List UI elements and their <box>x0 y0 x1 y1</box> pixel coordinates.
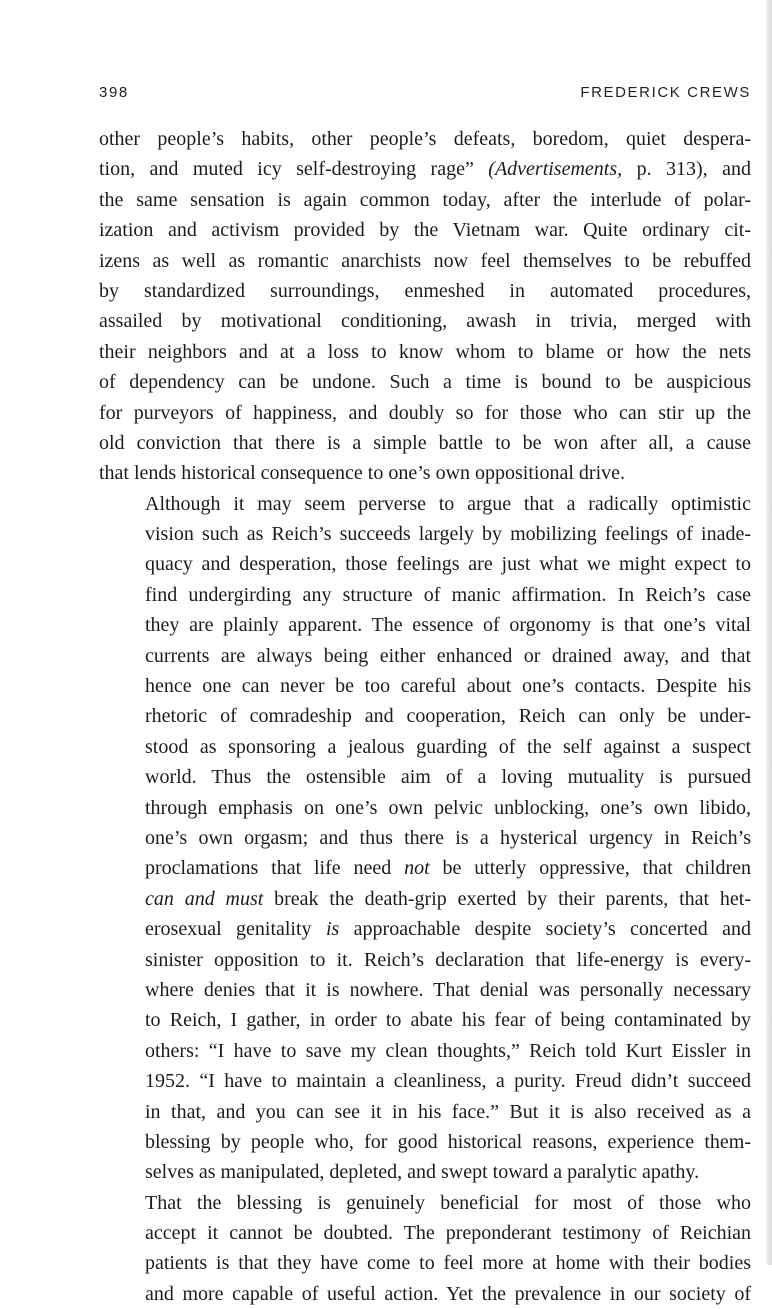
text-line: can and must break the death-grip exerted by their parents, that het- <box>145 887 751 910</box>
text-line: in that, and you can see it in his face.” But it is also received as a <box>145 1100 751 1123</box>
text-line: through emphasis on one’s own pelvic unblocking, one’s own libido, <box>145 796 751 819</box>
text-line: stood as sponsoring a jealous guarding of the self against a suspect <box>145 735 751 758</box>
paragraph-1 <box>99 124 751 489</box>
text-line: find undergirding any structure of manic affirmation. In Reich’s case <box>145 583 751 606</box>
text-line: quacy and desperation, those feelings are just what we might expect to <box>145 553 751 576</box>
body-text <box>99 124 751 1309</box>
text-line: by standardized surroundings, enmeshed in automated procedures, <box>99 279 751 302</box>
text-line: of dependency can be undone. Such a time is bound to be auspicious <box>99 371 751 394</box>
text-line: selves as manipulated, depleted, and swept toward a paralytic apathy. <box>145 1161 700 1184</box>
text-line: to Reich, I gather, in order to abate his fear of being contaminated by <box>145 1009 751 1032</box>
text-line: currents are always being either enhanced or drained away, and that <box>145 644 751 667</box>
text-line: and more capable of useful action. Yet the prevalence in our society of <box>145 1282 751 1305</box>
text-line: they are plainly apparent. The essence of orgonomy is that one’s vital <box>145 614 751 637</box>
paragraph-3 <box>99 1188 751 1309</box>
text-line: patients is that they have come to feel more at home with their bodies <box>145 1252 751 1275</box>
text-line: ization and activism provided by the Vietnam war. Quite ordinary cit- <box>99 219 751 242</box>
text-line: for purveyors of happiness, and doubly so for those who can stir up the <box>99 401 751 424</box>
text-line: the same sensation is again common today, after the interlude of polar- <box>99 188 751 211</box>
paragraph-2 <box>99 489 751 1188</box>
running-title: FREDERICK CREWS <box>580 84 751 101</box>
text-line: hence one can never be too careful about one’s contacts. Despite his <box>145 675 751 698</box>
text-line: blessing by people who, for good historical reasons, experience them- <box>145 1130 751 1153</box>
text-line: That the blessing is genuinely beneficial for most of those who <box>145 1191 751 1214</box>
text-line: accept it cannot be doubted. The preponderant testimony of Reichian <box>145 1222 751 1245</box>
text-line: other people’s habits, other people’s defeats, boredom, quiet despera- <box>99 128 751 150</box>
text-line: where denies that it is nowhere. That denial was personally necessary <box>145 978 751 1001</box>
text-line: Although it may seem perverse to argue that a radically optimistic <box>145 492 751 515</box>
text-line: one’s own orgasm; and thus there is a hysterical urgency in Reich’s <box>145 826 751 849</box>
text-line: tion, and muted icy self-destroying rage” (Advertisements, p. 313), and <box>99 158 751 181</box>
text-line: world. Thus the ostensible aim of a loving mutuality is pursued <box>145 766 751 789</box>
text-line: vision such as Reich’s succeeds largely by mobilizing feelings of inade- <box>145 523 751 546</box>
text-line: izens as well as romantic anarchists now feel themselves to be rebuffed <box>99 249 751 272</box>
text-line: their neighbors and at a loss to know whom to blame or how the nets <box>99 340 751 363</box>
text-line: that lends historical consequence to one’s own oppositional drive. <box>99 462 625 485</box>
text-line: proclamations that life need not be utterly oppressive, that children <box>145 857 751 880</box>
text-line: sinister opposition to it. Reich’s declaration that life-energy is every- <box>145 948 751 971</box>
text-line: rhetoric of comradeship and cooperation, Reich can only be under- <box>145 705 751 728</box>
text-line: erosexual genitality is approachable despite society’s concerted and <box>145 918 752 941</box>
text-line: 1952. “I have to maintain a cleanliness, a purity. Freud didn’t succeed <box>145 1070 751 1093</box>
page-edge <box>766 0 772 1265</box>
text-line: others: “I have to save my clean thoughts,” Reich told Kurt Eissler in <box>145 1039 751 1062</box>
text-line: old conviction that there is a simple battle to be won after all, a cause <box>99 431 751 454</box>
text-line: assailed by motivational conditioning, awash in trivia, merged with <box>99 310 751 333</box>
page-number: 398 <box>99 84 129 101</box>
running-head <box>99 84 751 106</box>
